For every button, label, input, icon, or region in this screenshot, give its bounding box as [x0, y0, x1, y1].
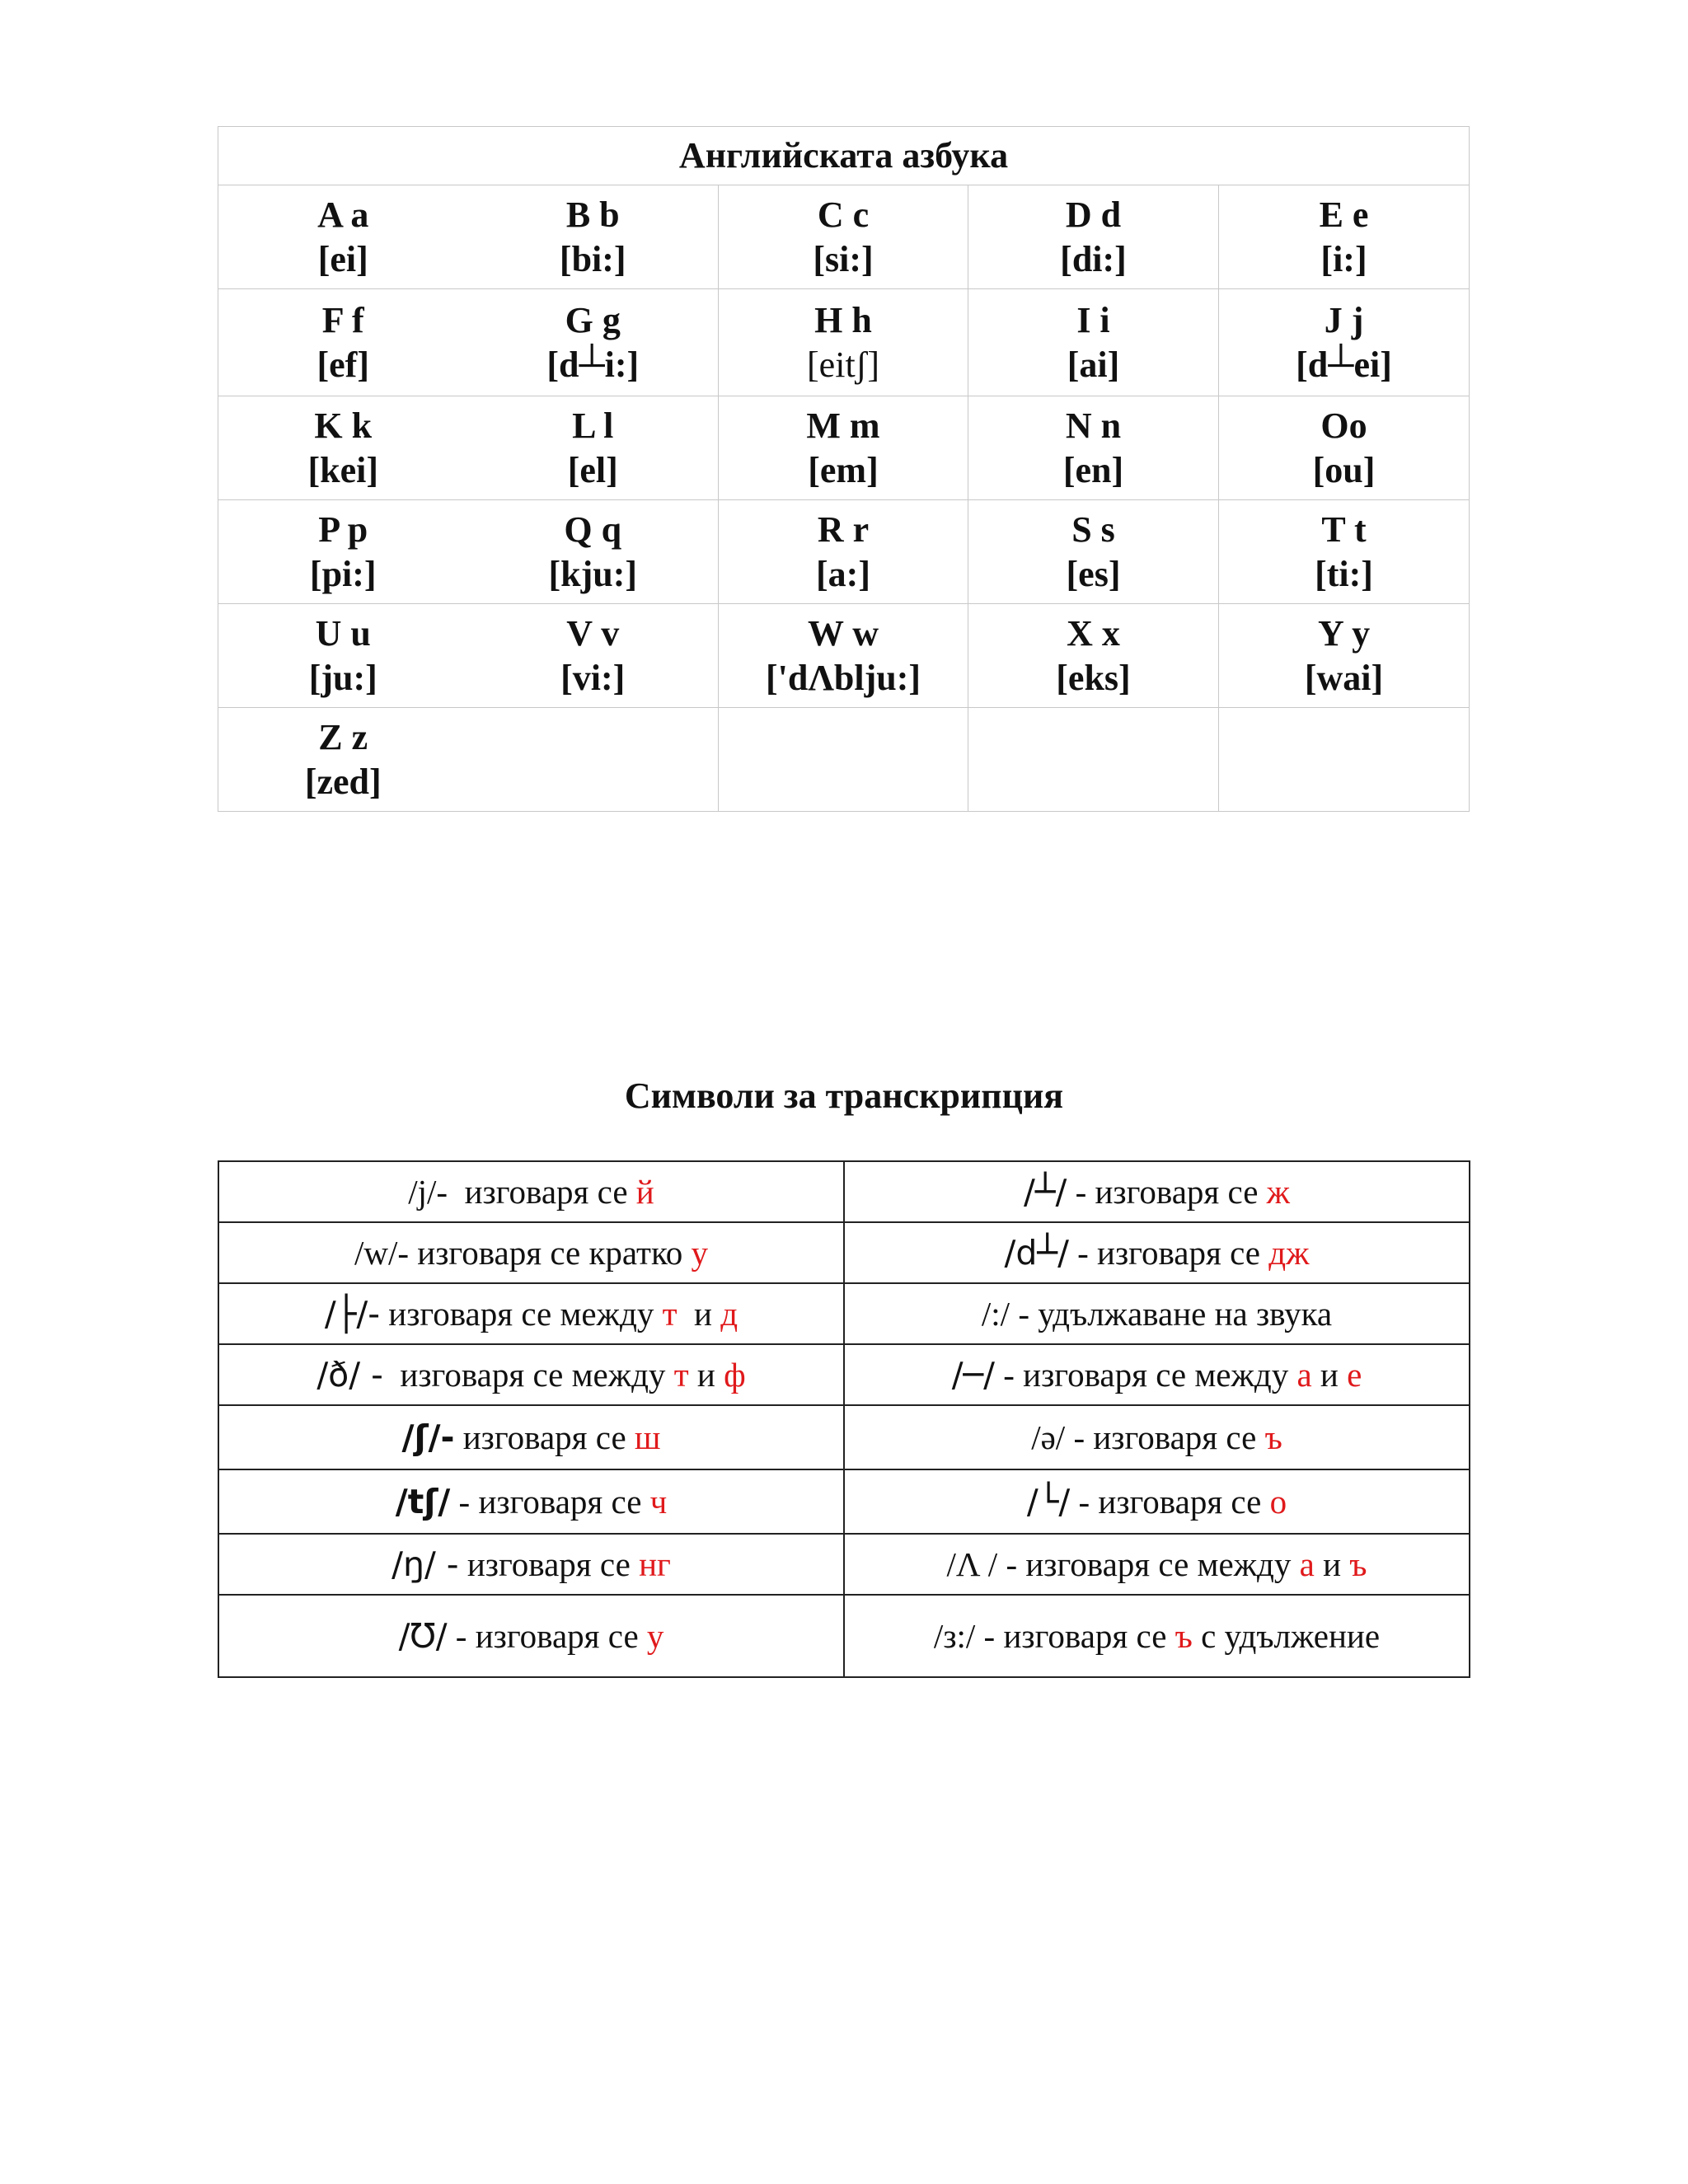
letter-cell — [1219, 396, 1470, 500]
symbol-conjunction: и — [677, 1295, 721, 1333]
letter-cell — [719, 500, 968, 604]
letter-cell — [218, 500, 468, 604]
symbol-sound: т — [662, 1295, 678, 1333]
symbol: /w/- — [354, 1234, 410, 1272]
symbol-row — [218, 1344, 1470, 1405]
symbol-sound: о — [1269, 1483, 1287, 1521]
letter: Y y — [1317, 612, 1371, 654]
letter: Z z — [318, 716, 368, 757]
symbol-cell — [218, 1222, 844, 1283]
symbol-description: - изговаря се — [450, 1483, 650, 1521]
letter-cell — [218, 289, 468, 396]
symbol-cell — [218, 1344, 844, 1405]
symbol: /└/ — [1026, 1482, 1071, 1521]
letter-transcription: [ai] — [1067, 344, 1120, 385]
symbol-description: изговаря се — [454, 1418, 635, 1456]
symbol: /Λ / — [946, 1545, 998, 1583]
letter-cell — [719, 604, 968, 708]
symbol-description: - изговаря се между — [997, 1545, 1300, 1583]
symbol-sound: а — [1296, 1356, 1312, 1394]
alphabet-title-row — [218, 127, 1470, 185]
letter-cell — [218, 185, 468, 289]
letter: G g — [565, 299, 621, 340]
symbol-sound: нг — [639, 1545, 671, 1583]
letter-cell — [218, 604, 468, 708]
letter: J j — [1324, 299, 1364, 340]
empty-cell — [1219, 708, 1470, 812]
symbol-cell — [218, 1534, 844, 1595]
letter-cell — [968, 185, 1219, 289]
symbol-row — [218, 1405, 1470, 1469]
symbol-row — [218, 1469, 1470, 1534]
letter-cell — [468, 289, 719, 396]
letter-transcription: [ju:] — [308, 657, 377, 698]
letter-cell — [468, 185, 719, 289]
symbol-cell — [844, 1222, 1470, 1283]
symbol: /ð/ - — [316, 1355, 383, 1394]
symbol-description: изговаря се кратко — [409, 1234, 692, 1272]
letter-transcription: [d┴ei] — [1296, 344, 1392, 385]
letter: T t — [1321, 509, 1367, 550]
empty-cell — [968, 708, 1219, 812]
letter: P p — [318, 509, 368, 550]
symbol: /┴/ — [1024, 1172, 1067, 1212]
symbols-table — [218, 1160, 1470, 1678]
alphabet-row — [218, 289, 1470, 396]
letter-transcription: [wai] — [1304, 657, 1384, 698]
symbol-row — [218, 1222, 1470, 1283]
letter: M m — [806, 405, 880, 446]
symbol-description: - изговаря се — [1065, 1418, 1265, 1456]
symbol-cell — [844, 1534, 1470, 1595]
letter: X x — [1067, 612, 1120, 654]
symbol-description: - изговаря се между — [995, 1356, 1297, 1394]
symbol-conjunction: и — [688, 1356, 724, 1394]
symbol: /j/- — [408, 1173, 448, 1211]
symbol-row — [218, 1534, 1470, 1595]
symbol-cell — [844, 1283, 1470, 1344]
symbol: /ŋ/ - — [392, 1544, 459, 1584]
letter: A a — [317, 194, 369, 235]
alphabet-row — [218, 500, 1470, 604]
symbol-sound: ъ — [1175, 1617, 1193, 1655]
symbol-description: - изговаря се — [447, 1617, 647, 1655]
letter-transcription: [a:] — [816, 553, 870, 594]
symbol-sound: ъ — [1264, 1418, 1282, 1456]
letter-cell — [1219, 289, 1470, 396]
symbol-cell — [844, 1595, 1470, 1677]
letter: K k — [314, 405, 373, 446]
symbol-row — [218, 1595, 1470, 1677]
alphabet-table — [218, 126, 1470, 812]
symbol-sound: дж — [1268, 1234, 1310, 1272]
letter-cell — [719, 289, 968, 396]
symbol-row — [218, 1283, 1470, 1344]
letter-transcription: [si:] — [813, 238, 874, 279]
letter-cell — [468, 500, 719, 604]
symbol-cell — [218, 1595, 844, 1677]
symbol-sound: у — [691, 1234, 709, 1272]
letter-transcription: [ti:] — [1315, 553, 1373, 594]
letter: S s — [1071, 509, 1115, 550]
symbol-conjunction: и — [1314, 1545, 1350, 1583]
letter: U u — [315, 612, 371, 654]
symbol: /d┴/ — [1004, 1233, 1069, 1272]
symbol-description: - изговаря се — [975, 1617, 1175, 1655]
symbol-row — [218, 1161, 1470, 1222]
symbol-description: изговаря се между — [382, 1356, 674, 1394]
symbol: /tʃ/ — [395, 1482, 451, 1521]
symbol-sound: ъ — [1349, 1545, 1367, 1583]
symbol-cell — [844, 1344, 1470, 1405]
letter: L l — [572, 405, 614, 446]
letter-transcription: [eks] — [1056, 657, 1131, 698]
letter-cell — [968, 604, 1219, 708]
letter-transcription: [kju:] — [548, 553, 638, 594]
section-title: Символи за транскрипция — [624, 1076, 1064, 1116]
letter: I i — [1076, 299, 1110, 340]
alphabet-row — [218, 185, 1470, 289]
letter: W w — [808, 612, 879, 654]
symbol-description: изговаря се — [448, 1173, 636, 1211]
letter: H h — [814, 299, 872, 340]
letter-transcription: [en] — [1062, 449, 1124, 490]
letter: N n — [1065, 405, 1122, 446]
letter-transcription: [eitʃ] — [807, 344, 879, 385]
symbol-cell — [218, 1283, 844, 1344]
letter: R r — [817, 509, 870, 550]
letter-cell — [968, 289, 1219, 396]
letter-cell — [719, 185, 968, 289]
letter-transcription: [es] — [1066, 553, 1121, 594]
symbol-sound: е — [1347, 1356, 1362, 1394]
symbol-cell — [844, 1161, 1470, 1222]
letter-transcription: [bi:] — [559, 238, 626, 279]
symbol-description: - удължаване на звука — [1010, 1295, 1333, 1333]
symbol-sound: ф — [724, 1356, 746, 1394]
symbol-cell — [218, 1469, 844, 1534]
symbol: /ʃ/- — [401, 1418, 455, 1457]
letter: E e — [1319, 194, 1369, 235]
alphabet-row — [218, 604, 1470, 708]
letter: V v — [566, 612, 620, 654]
empty-cell — [719, 708, 968, 812]
symbol: /ə/ — [1031, 1418, 1066, 1456]
letter-transcription: ['dΛblju:] — [765, 657, 921, 698]
symbol-cell — [218, 1161, 844, 1222]
symbol-sound: ж — [1266, 1173, 1290, 1211]
symbol: /з:/ — [933, 1617, 976, 1655]
letter-transcription: [kei] — [307, 449, 379, 490]
symbol-sound: ш — [634, 1418, 661, 1456]
letter-transcription: [zed] — [304, 761, 382, 802]
alphabet-row — [218, 396, 1470, 500]
letter-transcription: [ef] — [316, 344, 369, 385]
symbol: /:/ — [981, 1295, 1010, 1333]
letter-transcription: [vi:] — [560, 657, 626, 698]
letter: D d — [1065, 194, 1122, 235]
letter-transcription: [di:] — [1060, 238, 1127, 279]
empty-cell — [468, 708, 719, 812]
symbol: /├/- — [324, 1294, 381, 1333]
symbol-conjunction: с удължение — [1192, 1617, 1381, 1655]
letter-cell — [1219, 604, 1470, 708]
symbol-cell — [844, 1405, 1470, 1469]
letter: B b — [565, 194, 620, 235]
letter-cell — [968, 500, 1219, 604]
symbol-sound: а — [1299, 1545, 1315, 1583]
alphabet-row — [218, 708, 1470, 812]
symbol-cell — [218, 1405, 844, 1469]
symbol-cell — [844, 1469, 1470, 1534]
symbol-conjunction: и — [1311, 1356, 1348, 1394]
letter-transcription: [em] — [808, 449, 879, 490]
symbol: /Ʊ/ — [398, 1616, 448, 1656]
letter-cell — [968, 396, 1219, 500]
symbol-sound: й — [635, 1173, 654, 1211]
letter-cell — [468, 396, 719, 500]
letter: Q q — [564, 509, 622, 550]
letter-cell — [468, 604, 719, 708]
letter: F f — [321, 299, 364, 340]
letter-cell — [1219, 185, 1470, 289]
alphabet-title: Английската азбука — [218, 127, 1470, 185]
symbol-description: - изговаря се — [1070, 1483, 1270, 1521]
letter: Oo — [1320, 405, 1367, 446]
letter-transcription: [el] — [567, 449, 618, 490]
letter-cell — [218, 396, 468, 500]
letter-cell — [1219, 500, 1470, 604]
symbol-description: - изговаря се — [1067, 1173, 1267, 1211]
letter-transcription: [d┴i:] — [546, 344, 640, 385]
symbol-description: изговаря се между — [380, 1295, 663, 1333]
letter-transcription: [ou] — [1312, 449, 1376, 490]
symbol-description: изговаря се — [458, 1545, 640, 1583]
symbol-sound: д — [720, 1295, 738, 1333]
symbol-description: - изговаря се — [1068, 1234, 1269, 1272]
symbol-sound: у — [646, 1617, 664, 1655]
letter-cell — [719, 396, 968, 500]
letter: C c — [817, 194, 870, 235]
letter-cell — [218, 708, 468, 812]
symbol-sound: т — [673, 1356, 689, 1394]
letter-transcription: [i:] — [1320, 238, 1367, 279]
symbol: /─/ — [951, 1355, 995, 1394]
letter-transcription: [ei] — [317, 238, 368, 279]
symbol-sound: ч — [649, 1483, 668, 1521]
letter-transcription: [pi:] — [309, 553, 377, 594]
